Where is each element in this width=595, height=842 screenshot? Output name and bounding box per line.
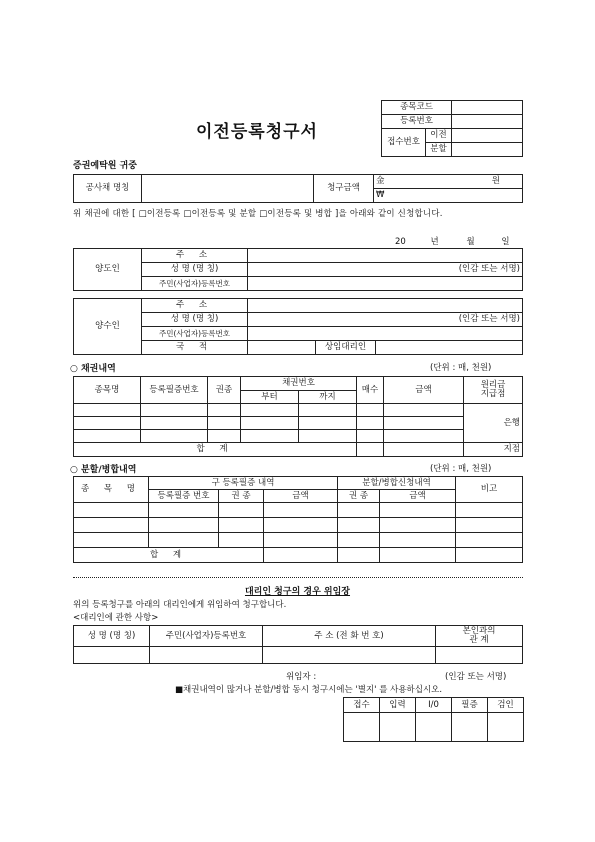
transferor-name-field[interactable] (248, 263, 523, 277)
bond-header-item: 종목명 (74, 377, 141, 404)
transfer-label: 이전 (426, 129, 452, 143)
office-inspect-field[interactable] (488, 713, 524, 742)
split-header-old-group: 구 등록필증 내역 (149, 477, 338, 490)
addressee: 증권예탁원 귀중 (73, 161, 137, 171)
won-mark: 金 (376, 176, 385, 187)
split-section-unit: (단위 : 매, 천원) (430, 464, 492, 474)
reg-no-label: 등록번호 (382, 115, 452, 129)
bond-header-payout-line2: 지급점 (480, 389, 506, 399)
transferee-name-label: 성 명 (명 칭) (142, 313, 248, 327)
office-use-table (343, 697, 524, 742)
section-divider (73, 577, 523, 578)
bond-header-from: 부터 (241, 391, 299, 404)
month-label: 월 (466, 237, 475, 247)
reg-no-field[interactable] (452, 115, 523, 129)
office-cert-field[interactable] (452, 713, 488, 742)
split-total-row (74, 548, 523, 563)
transferee-id-label: 주민(사업자)등록번호 (142, 327, 248, 341)
agent-header-name: 성 명 (명 칭) (74, 626, 150, 647)
split-table (73, 476, 523, 563)
branch-label: 지점 (503, 444, 520, 455)
bond-total-amount[interactable] (384, 443, 464, 457)
transferor-address-field[interactable] (248, 249, 523, 263)
bond-total-label: 합 계 (74, 443, 357, 457)
delegation-title: 대리인 청구의 경우 위임장 (244, 587, 351, 597)
date-line (395, 235, 525, 247)
bond-header-amount: 금액 (384, 377, 464, 404)
bond-name-field[interactable] (142, 175, 314, 203)
split-header-old-kind: 권 종 (219, 490, 264, 503)
bond-total-count[interactable] (357, 443, 384, 457)
office-inspect-label: 검인 (488, 698, 524, 713)
bond-name-table (73, 174, 523, 203)
agent-table (73, 625, 523, 664)
table-row (74, 533, 523, 548)
agent-field[interactable] (376, 341, 523, 355)
table-row (74, 503, 523, 518)
bond-payout-bank[interactable] (464, 404, 523, 443)
transferee-name-field[interactable] (248, 313, 523, 327)
delegator-seal-note: (인감 또는 서명) (445, 672, 507, 682)
office-io-field[interactable] (416, 713, 452, 742)
transferee-seal-note: (인감 또는 서명) (458, 314, 520, 325)
split-header-old-cert-no: 등록필증 번호 (149, 490, 219, 503)
transferee-address-label: 주 소 (142, 299, 248, 313)
agent-header-id: 주민(사업자)등록번호 (150, 626, 263, 647)
office-receipt-label: 접수 (344, 698, 380, 713)
claim-amount-yen-field[interactable] (374, 189, 523, 203)
delegation-subtitle: <대리인에 관한 사항> (73, 613, 159, 623)
table-row (74, 518, 523, 533)
office-cert-label: 필증 (452, 698, 488, 713)
agent-header-address: 주 소 (전 화 번 호) (263, 626, 436, 647)
transferor-table (73, 248, 523, 291)
split-header-old-amount: 금액 (264, 490, 338, 503)
office-input-field[interactable] (380, 713, 416, 742)
split-header-note: 비고 (456, 477, 523, 503)
claim-amount-won-field[interactable] (374, 175, 523, 189)
split-header-new-group: 분할/병합신청내역 (338, 477, 456, 490)
office-input-label: 입력 (380, 698, 416, 713)
transferor-address-label: 주 소 (142, 249, 248, 263)
receipt-no-label: 접수번호 (382, 129, 426, 157)
transferor-id-field[interactable] (248, 277, 523, 291)
agent-name-field[interactable] (74, 647, 150, 664)
bond-payout-branch[interactable] (464, 443, 523, 457)
bond-name-label: 공사채 명칭 (74, 175, 142, 203)
claim-amount-label: 청구금액 (314, 175, 374, 203)
item-code-label: 종목코드 (382, 101, 452, 115)
agent-relation-field[interactable] (436, 647, 523, 664)
split-header-item: 종 목 명 (74, 477, 149, 503)
table-row (74, 417, 523, 430)
bond-table (73, 376, 523, 457)
delegation-text: 위의 등록청구를 아래의 대리인에게 위임하여 청구합니다. (73, 600, 287, 610)
transferor-name-label: 성 명 (명 칭) (142, 263, 248, 277)
won-unit: 원 (491, 176, 500, 187)
currency-mark: ₩ (376, 190, 385, 201)
year-label: 년 (430, 237, 439, 247)
transferee-label: 양수인 (74, 299, 142, 355)
bond-section-title: ○ 채권내역 (70, 364, 116, 374)
transferor-seal-note: (인감 또는 서명) (458, 264, 520, 275)
year-prefix: 20 (395, 237, 406, 247)
transfer-field[interactable] (452, 129, 523, 143)
office-receipt-field[interactable] (344, 713, 380, 742)
bond-header-count: 매수 (357, 377, 384, 404)
transferee-id-field[interactable] (248, 327, 523, 341)
item-code-field[interactable] (452, 101, 523, 115)
transferor-id-label: 주민(사업자)등록번호 (142, 277, 248, 291)
table-row (74, 647, 523, 664)
agent-header-relation (436, 626, 523, 647)
bond-header-payout-line1: 원리금 (480, 380, 506, 391)
table-row (74, 430, 523, 443)
day-label: 일 (501, 237, 510, 247)
nationality-label: 국 적 (142, 341, 248, 355)
bond-total-row (74, 443, 523, 457)
bank-label: 은행 (503, 417, 520, 428)
split-header-new-amount: 금액 (380, 490, 456, 503)
bond-header-to: 까지 (299, 391, 357, 404)
bond-header-kind: 권종 (208, 377, 241, 404)
table-row (74, 404, 523, 417)
bond-header-payout (464, 377, 523, 404)
split-total-label: 합 계 (74, 548, 264, 563)
bond-header-cert-no: 등록필증번호 (141, 377, 208, 404)
agent-header-relation-line1: 본인과의 (462, 626, 496, 637)
bond-section-unit: (단위 : 매, 천원) (430, 363, 492, 373)
page-title: 이전등록청구서 (196, 122, 318, 142)
nationality-field[interactable] (248, 341, 316, 355)
transferee-table (73, 298, 523, 355)
request-text: 위 채권에 대한 [ □이전등록 □이전등록 및 분할 □이전등록 및 병합 ]을 아래와 같이 신청합니다. (73, 209, 443, 219)
agent-header-relation-line2: 관 계 (469, 635, 489, 645)
notice-text: ■채권내역이 많거나 분할/병합 동시 청구시에는 '별지' 를 사용하십시오. (175, 685, 443, 695)
split-section-title: ○ 분할/병합내역 (70, 465, 137, 475)
office-io-label: I/0 (416, 698, 452, 713)
agent-address-field[interactable] (263, 647, 436, 664)
delegator-label: 위임자 : (286, 672, 317, 682)
agent-label: 상임대리인 (316, 341, 376, 355)
bond-header-bond-no: 채권번호 (241, 377, 357, 391)
split-header-new-kind: 권 종 (338, 490, 380, 503)
transferee-address-field[interactable] (248, 299, 523, 313)
agent-id-field[interactable] (150, 647, 263, 664)
split-label: 분할 (426, 143, 452, 157)
split-field[interactable] (452, 143, 523, 157)
code-box (381, 100, 523, 157)
transferor-label: 양도인 (74, 249, 142, 291)
